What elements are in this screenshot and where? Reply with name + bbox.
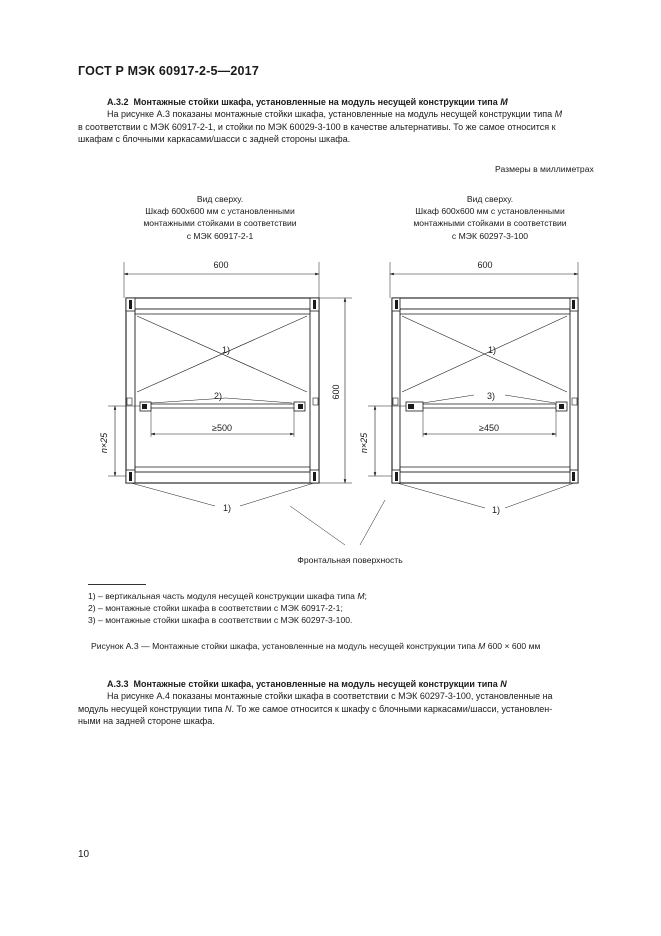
figure-caption: Рисунок А.3 — Монтажные стойки шкафа, установленные на модуль несущей конструкции типа M 600 × 600 мм (91, 641, 541, 651)
paragraph-line: шкафам с блочными каркасами/шасси с задней стороны шкафа. (78, 134, 351, 144)
section-number: A.3.2 (107, 97, 129, 107)
section-title: Монтажные стойки шкафа, установленные на модуль несущей конструкции типа (133, 97, 501, 107)
left-callout-2: 2) (213, 391, 223, 401)
right-cabinet (368, 262, 578, 508)
footnote-separator (88, 584, 146, 585)
right-width-label: 600 (477, 260, 493, 270)
footnote-1: 1) – вертикальная часть модуля несущей конструкции шкафа типа M; (88, 591, 367, 601)
section-title: Монтажные стойки шкафа, установленные на модуль несущей конструкции типа (133, 679, 501, 689)
section-a33-paragraph (78, 690, 613, 728)
right-view-title: Вид сверху. Шкаф 600x600 мм с установленными монтажными стойками в соответствии с МЭК 60297-3-100 (413, 194, 567, 241)
right-pitch-label: n×25 (359, 432, 369, 454)
section-number: A.3.3 (107, 679, 129, 689)
front-surface-label: Фронтальная поверхность (297, 555, 403, 565)
left-width-label: 600 (213, 260, 229, 270)
left-cabinet (108, 262, 319, 506)
left-gap-label: ≥500 (212, 423, 232, 433)
footnote-2: 2) – монтажные стойки шкафа в соответствии с МЭК 60917-2-1; (88, 603, 343, 614)
paragraph-line: На рисунке А.3 показаны монтажные стойки шкафа, установленные на модуль несущей конструкции типа M (107, 109, 563, 119)
cabinet-outline (126, 298, 319, 483)
paragraph-line: ными на задней стороне шкафа. (78, 716, 215, 726)
right-callout-3: 3) (486, 391, 496, 401)
right-callout-1-bottom: 1) (491, 505, 501, 515)
footnote-3: 3) – монтажные стойки шкафа в соответствии с МЭК 60297-3-100. (88, 615, 353, 626)
left-pitch-label: n×25 (99, 432, 109, 454)
section-a33-heading (107, 679, 507, 689)
paragraph-line: модуль несущей конструкции типа N. То же самое относится к шкафу с блочными каркасами/шасси, установлен- (78, 703, 553, 714)
front-leader (290, 506, 345, 545)
right-callout-1: 1) (487, 345, 497, 355)
document-header: ГОСТ Р МЭК 60917-2-5—2017 (78, 64, 259, 78)
type-letter: M (500, 97, 508, 107)
left-view-title: Вид сверху. Шкаф 600x600 мм с установленными монтажными стойками в соответствии с МЭК 60917-2-1 (143, 194, 297, 241)
paragraph-line: в соответствии с МЭК 60917-2-1, и стойки по МЭК 60029-3-100 в качестве альтернативы. То же самое относится к (78, 121, 556, 132)
left-callout-1: 1) (221, 345, 231, 355)
left-callout-1-bottom: 1) (222, 503, 232, 513)
paragraph-line: На рисунке А.4 показаны монтажные стойки шкафа в соответствии с МЭК 60297-3-100, установленные на (107, 691, 553, 701)
depth-label: 600 (331, 384, 341, 400)
cabinet-inner-frame (400, 309, 570, 472)
cabinet-outline (392, 298, 578, 483)
cabinet-inner-frame (135, 309, 310, 472)
page-number: 10 (78, 849, 90, 860)
footnotes (88, 590, 367, 627)
right-gap-label: ≥450 (479, 423, 499, 433)
dimensions-note: Размеры в миллиметрах (495, 164, 594, 174)
front-leader (360, 500, 385, 545)
type-letter: N (500, 679, 507, 689)
